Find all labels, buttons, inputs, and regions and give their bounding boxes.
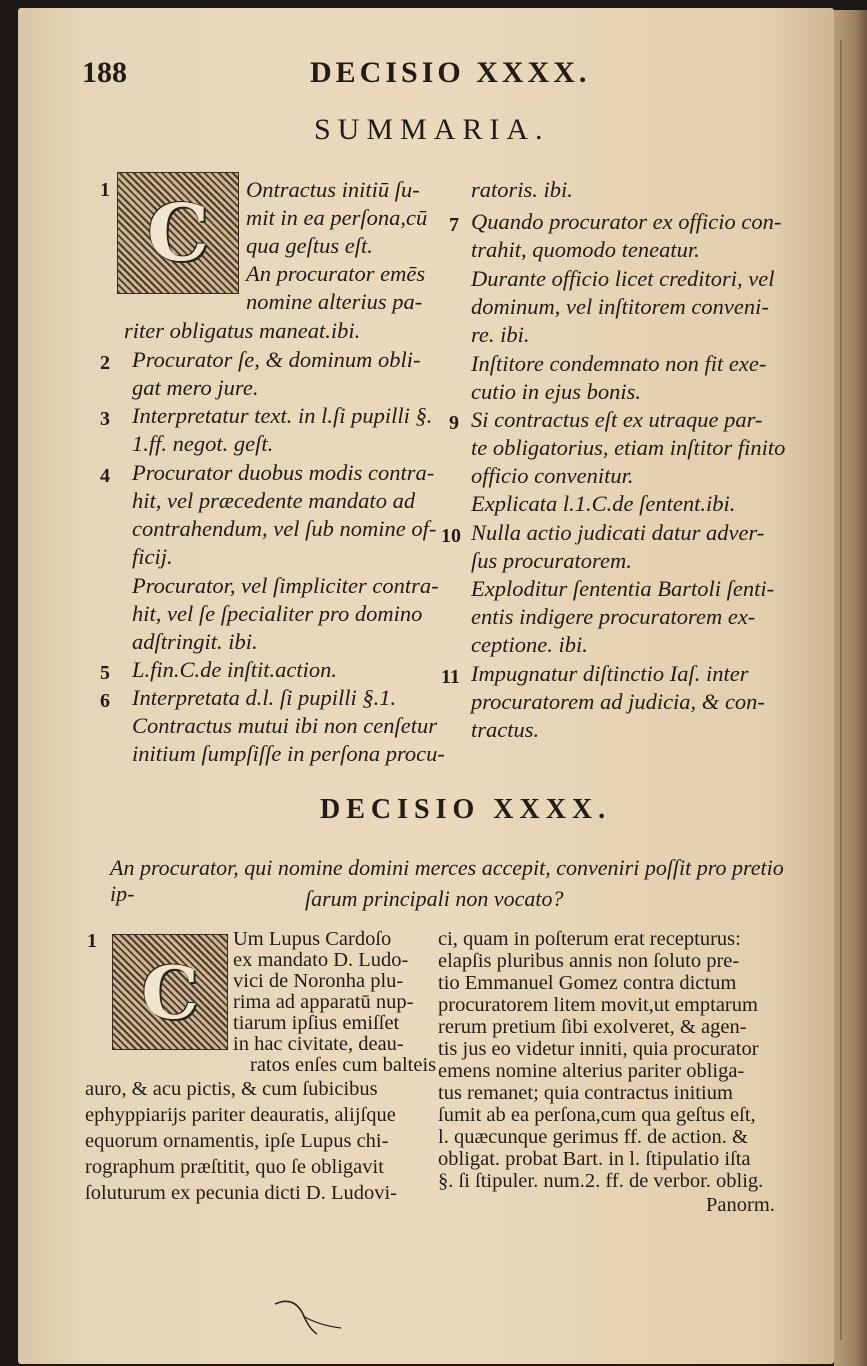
summary-line: Quando procurator ex officio con-	[471, 209, 782, 234]
summary-line: dominum, vel inſtitorem conveni-	[471, 294, 769, 319]
summary-line: trahit, quomodo teneatur.	[471, 237, 700, 262]
summary-line: Procurator, vel ſimpliciter contra-	[132, 573, 439, 598]
body-line: tiarum ipſius emiſſet	[233, 1012, 400, 1034]
body-line: rographum præſtitit, quo ſe obligavit	[85, 1156, 384, 1178]
body-line: vici de Noronha plu-	[233, 970, 404, 992]
catchword: Panorm.	[706, 1194, 775, 1216]
summary-number: 5	[100, 662, 110, 684]
decisio-right-column	[438, 926, 818, 1256]
summary-line: initium ſumpſiſſe in perſona procu-	[132, 741, 445, 766]
summary-number: 2	[100, 352, 110, 374]
summary-line: Contractus mutui ibi non cenſetur	[132, 713, 437, 738]
summary-line: 1.ff. negot. geſt.	[132, 431, 274, 456]
summary-line: ceptione. ibi.	[471, 632, 588, 657]
summary-line: hit, vel ſe ſpecialiter pro domino	[132, 601, 423, 626]
summary-line: L.fin.C.de inſtit.action.	[132, 657, 338, 682]
summary-number: 7	[449, 214, 459, 236]
decisio-left-column	[85, 926, 455, 1256]
body-line: l. quæcunque gerimus ff. de action. &	[438, 1126, 748, 1148]
page-number: 188	[82, 56, 127, 89]
summary-line: qua geſtus eſt.	[246, 233, 373, 258]
decisio-question-line: ſarum principali non vocato?	[305, 886, 564, 911]
summary-line: te obligatorius, etiam inſtitor finito	[471, 435, 786, 460]
body-line: ephyppiarijs pariter deauratis, alijſque	[85, 1104, 396, 1126]
summary-line: adſtringit. ibi.	[132, 629, 258, 654]
body-line: ci, quam in poſterum erat recepturus:	[438, 928, 741, 950]
summary-line: Procurator ſe, & dominum obli-	[132, 347, 421, 372]
summary-line: re. ibi.	[471, 322, 530, 347]
summary-line: gat mero jure.	[132, 375, 259, 400]
body-line: ſoluturum ex pecunia dicti D. Ludovi-	[85, 1182, 397, 1204]
decisio-question-line: An procurator, qui nomine domini merces accepit, conveniri poſſit pro pretio ip-	[110, 855, 784, 906]
body-line: ex mandato D. Ludo-	[233, 949, 409, 971]
page-gutter-line	[840, 40, 842, 1340]
running-title: DECISIO XXXX.	[310, 56, 591, 89]
summary-line: mit in ea perſona,cū	[246, 205, 428, 230]
decorated-initial-c: C	[112, 934, 228, 1050]
summary-line: Procurator duobus modis contra-	[132, 460, 435, 485]
summary-line: Durante officio licet creditori, vel	[471, 266, 775, 291]
summary-line: officio convenitur.	[471, 463, 634, 488]
summary-number: 6	[100, 690, 110, 712]
summary-line: contrahendum, vel ſub nomine of-	[132, 516, 437, 541]
body-line: tio Emmanuel Gomez contra dictum	[438, 972, 737, 994]
body-line: ratos enſes cum balteis	[250, 1054, 437, 1076]
summary-line: ficij.	[132, 544, 173, 569]
body-line: rima ad apparatū nup-	[233, 991, 414, 1013]
summary-line: Interpretata d.l. ſi pupilli §.1.	[132, 685, 397, 710]
summary-number: 10	[441, 525, 461, 547]
summary-line: Exploditur ſententia Bartoli ſenti-	[471, 576, 775, 601]
summary-number: 11	[441, 666, 460, 688]
ink-mark	[273, 1296, 353, 1336]
section-title: SUMMARIA.	[314, 113, 550, 146]
summary-line: Inſtitore condemnato non fit exe-	[471, 351, 767, 376]
body-line: elapſis pluribus annis non ſoluto pre-	[438, 950, 740, 972]
summary-line: ratoris. ibi.	[471, 177, 573, 202]
summary-line: hit, vel præcedente mandato ad	[132, 488, 416, 513]
body-line: emens nomine alterius pariter obliga-	[438, 1060, 745, 1082]
summary-number: 4	[100, 465, 110, 487]
body-line: equorum ornamentis, ipſe Lupus chi-	[85, 1130, 389, 1152]
adjacent-page-edge	[834, 10, 867, 1366]
body-line: auro, & acu pictis, & cum ſubicibus	[85, 1078, 378, 1100]
summaria-left-column	[100, 176, 452, 776]
summary-line: ſus procuratorem.	[471, 548, 632, 573]
body-line: §. ſi ſtipuler. num.2. ff. de verbor. oblig.	[438, 1170, 764, 1192]
summary-line: cutio in ejus bonis.	[471, 379, 641, 404]
summaria-right-column	[441, 176, 811, 776]
body-line: obligat. probat Bart. in l. ſtipulatio iſta	[438, 1148, 751, 1170]
summary-line: Ontractus initiū ſu-	[246, 177, 420, 202]
summary-line: An procurator emēs	[246, 261, 426, 286]
summary-line: tractus.	[471, 717, 540, 742]
summary-line: nomine alterius pa-	[246, 289, 423, 314]
summary-number: 3	[100, 408, 110, 430]
summary-line: Si contractus eſt ex utraque par-	[471, 407, 763, 432]
body-line: procuratorem litem movit,ut emptarum	[438, 994, 758, 1016]
paragraph-number: 1	[87, 930, 97, 952]
body-line: ſumit ab ea perſona,cum qua geſtus eſt,	[438, 1104, 756, 1126]
summary-number: 1	[100, 179, 110, 201]
body-line: rerum pretium ſibi exolveret, & agen-	[438, 1016, 747, 1038]
body-line: Um Lupus Cardoſo	[233, 928, 392, 950]
summary-line: Interpretatur text. in l.ſi pupilli §.	[132, 403, 433, 428]
book-page	[18, 8, 834, 1364]
decisio-title: DECISIO XXXX.	[320, 794, 612, 825]
body-line: in hac civitate, deau-	[233, 1033, 404, 1055]
summary-line: Impugnatur diſtinctio Iaſ. inter	[471, 661, 749, 686]
summary-line: Explicata l.1.C.de ſentent.ibi.	[471, 491, 736, 516]
decorated-initial-c: C	[117, 172, 239, 294]
summary-line: Nulla actio judicati datur adver-	[471, 520, 765, 545]
summary-line: entis indigere procuratorem ex-	[471, 604, 756, 629]
summary-number: 9	[449, 412, 459, 434]
body-line: tus remanet; quia contractus initium	[438, 1082, 733, 1104]
body-line: tis jus eo videtur inniti, quia procurator	[438, 1038, 759, 1060]
summary-line: procuratorem ad judicia, & con-	[471, 689, 765, 714]
summary-line: riter obligatus maneat.ibi.	[124, 318, 361, 343]
